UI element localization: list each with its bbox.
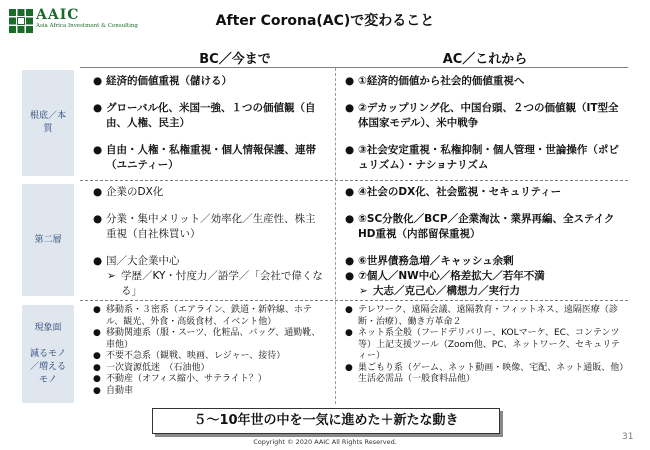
list-item-text: ⑥世界債務急増／キャッシュ余剰 bbox=[358, 255, 514, 267]
list-item-text: ③社会安定重視・私権抑制・個人管理・世論操作（ポピュリズム）・ナショナリズム bbox=[358, 144, 619, 171]
row2-bc-list bbox=[93, 185, 325, 299]
list-item-text: 経済的価値重視（儲ける） bbox=[106, 75, 232, 87]
list-item bbox=[93, 374, 325, 386]
list-item bbox=[93, 363, 325, 375]
bullet-icon: ● bbox=[93, 102, 103, 114]
bullet-icon: ● bbox=[93, 75, 103, 87]
bullet-icon: ● bbox=[345, 270, 355, 282]
list-item bbox=[93, 101, 325, 131]
sub-list-item-text: 学歴／KY・忖度力／語学／「会社で偉くなる」 bbox=[121, 270, 323, 297]
list-item-text: ⑤SC分散化／BCP／企業淘汰・業界再編、全ステイクHD重視（内部留保重視） bbox=[358, 213, 615, 240]
list-item-text: 移動系・３密系（エアライン、鉄道・新幹線、ホテル、観光、外食・高級食材、イベント他） bbox=[106, 305, 313, 327]
row-divider bbox=[80, 180, 628, 181]
column-header-ac: AC／これから bbox=[442, 52, 528, 67]
row-label-phenomena bbox=[22, 305, 74, 403]
list-item-text: 自動車 bbox=[106, 385, 134, 396]
sub-list-item-text: 大志／克己心／構想力／実行力 bbox=[373, 285, 520, 297]
bullet-icon: ● bbox=[345, 213, 355, 225]
row-label-text: 根底／本質 bbox=[29, 111, 66, 134]
list-item bbox=[345, 269, 625, 284]
list-item-text: 移動関連系（服・スーツ、化粧品、バッグ、通勤靴、車他） bbox=[106, 328, 321, 350]
list-item bbox=[93, 212, 325, 242]
list-item-text: ④社会のDX化、社会監視・セキュリティー bbox=[358, 186, 562, 198]
bullet-icon: ● bbox=[345, 305, 353, 315]
list-item bbox=[345, 212, 625, 242]
list-item bbox=[93, 305, 325, 328]
column-divider bbox=[335, 68, 336, 404]
page-number: 31 bbox=[622, 432, 634, 442]
bullet-icon: ● bbox=[345, 102, 355, 114]
bullet-icon: ● bbox=[345, 328, 353, 338]
bullet-icon: ● bbox=[345, 186, 355, 198]
list-item-text: 不動産（オフィス縮小、サテライト？） bbox=[106, 374, 267, 384]
bullet-icon: ● bbox=[93, 144, 103, 156]
list-item bbox=[93, 386, 325, 398]
list-item bbox=[345, 254, 625, 269]
list-item bbox=[93, 254, 325, 269]
list-item bbox=[93, 74, 325, 89]
list-item bbox=[345, 328, 625, 363]
list-item-text: 巣ごもり系（ゲーム、ネット動画・映像、宅配、ネット通販、他）生活必需品（一般食料品他） bbox=[358, 362, 624, 384]
list-item bbox=[345, 363, 625, 386]
list-item bbox=[345, 143, 625, 173]
row-label-text: 現象面 減るモノ／増えるモノ bbox=[29, 322, 66, 385]
list-item-text: テレワーク、遠隔会議、遠隔教育・フィットネス、遠隔医療（診断・治療）、働き方革命２ bbox=[358, 305, 618, 327]
bullet-icon: ● bbox=[93, 186, 103, 198]
sub-list-item bbox=[93, 269, 325, 299]
bullet-icon: ● bbox=[93, 305, 101, 315]
bullet-icon: ● bbox=[345, 144, 355, 156]
list-item-text: 一次資源低迷 （石油他） bbox=[106, 362, 210, 373]
row-label-text: 第二層 bbox=[34, 234, 62, 245]
arrow-bullet-icon: ➢ bbox=[359, 285, 368, 297]
row-divider bbox=[80, 300, 628, 301]
arrow-bullet-icon: ➢ bbox=[107, 270, 116, 282]
row-label-core bbox=[22, 70, 74, 176]
list-item-text: 企業のDX化 bbox=[106, 186, 164, 198]
list-item bbox=[345, 101, 625, 131]
list-item-text: 自由・人権・私権重視・個人情報保護、連帯（ユニティー） bbox=[106, 144, 316, 171]
list-item bbox=[93, 328, 325, 351]
list-item-text: ①経済的価値から社会的価値重視へ bbox=[358, 75, 525, 87]
bullet-icon: ● bbox=[345, 362, 353, 373]
row1-bc-list bbox=[93, 74, 325, 173]
list-item-text: ②デカップリング化、中国台頭、２つの価値観（IT型全体国家モデル）、米中戦争 bbox=[358, 102, 619, 129]
row2-ac-list bbox=[345, 185, 625, 299]
list-item-text: ⑦個人／NW中心／格差拡大／若年不満 bbox=[358, 270, 545, 282]
list-item bbox=[345, 305, 625, 328]
bullet-icon: ● bbox=[93, 362, 101, 373]
list-item-text: 国／大企業中心 bbox=[106, 255, 180, 267]
copyright-footer: Copyright © 2020 AAIC All Rights Reserved. bbox=[253, 438, 397, 446]
list-item bbox=[93, 185, 325, 200]
bullet-icon: ● bbox=[93, 213, 103, 225]
logo-tagline: Asia Africa Investment & Consulting bbox=[36, 23, 138, 29]
list-item-text: 不要不急系（観戦、映画、レジャー、接待） bbox=[106, 351, 286, 361]
column-header-bc: BC／今まで bbox=[199, 52, 271, 67]
list-item-text: 分業・集中メリット／効率化／生産性、株主重視（自社株買い） bbox=[106, 213, 316, 240]
bullet-icon: ● bbox=[93, 385, 101, 396]
bullet-icon: ● bbox=[93, 328, 101, 338]
bullet-icon: ● bbox=[345, 75, 355, 87]
sub-list-item bbox=[345, 284, 625, 299]
list-item-text: グローバル化、米国一強、１つの価値観（自由、人権、民主） bbox=[106, 102, 316, 129]
row3-bc-list bbox=[93, 305, 325, 397]
list-item-text: ネット系全般（フードデリバリー、KOLマーケ、EC、コンテンツ等）上記支援ツール（Zoom他、PC、ネットワーク、セキュリティー） bbox=[358, 328, 620, 361]
bullet-icon: ● bbox=[93, 351, 101, 361]
row-label-second-layer bbox=[22, 184, 74, 296]
list-item bbox=[93, 143, 325, 173]
list-item bbox=[345, 185, 625, 200]
list-item bbox=[345, 74, 625, 89]
row1-ac-list bbox=[345, 74, 625, 173]
bullet-icon: ● bbox=[93, 374, 101, 384]
list-item bbox=[93, 351, 325, 363]
bullet-icon: ● bbox=[345, 255, 355, 267]
logo-name: AAIC bbox=[36, 7, 80, 23]
bullet-icon: ● bbox=[93, 255, 103, 267]
summary-banner: ５～10年世の中を一気に進めた＋新たな動き bbox=[152, 408, 500, 434]
row3-ac-list bbox=[345, 305, 625, 386]
page-title: After Corona(AC)で変わること bbox=[215, 13, 435, 29]
header-divider bbox=[80, 67, 628, 68]
